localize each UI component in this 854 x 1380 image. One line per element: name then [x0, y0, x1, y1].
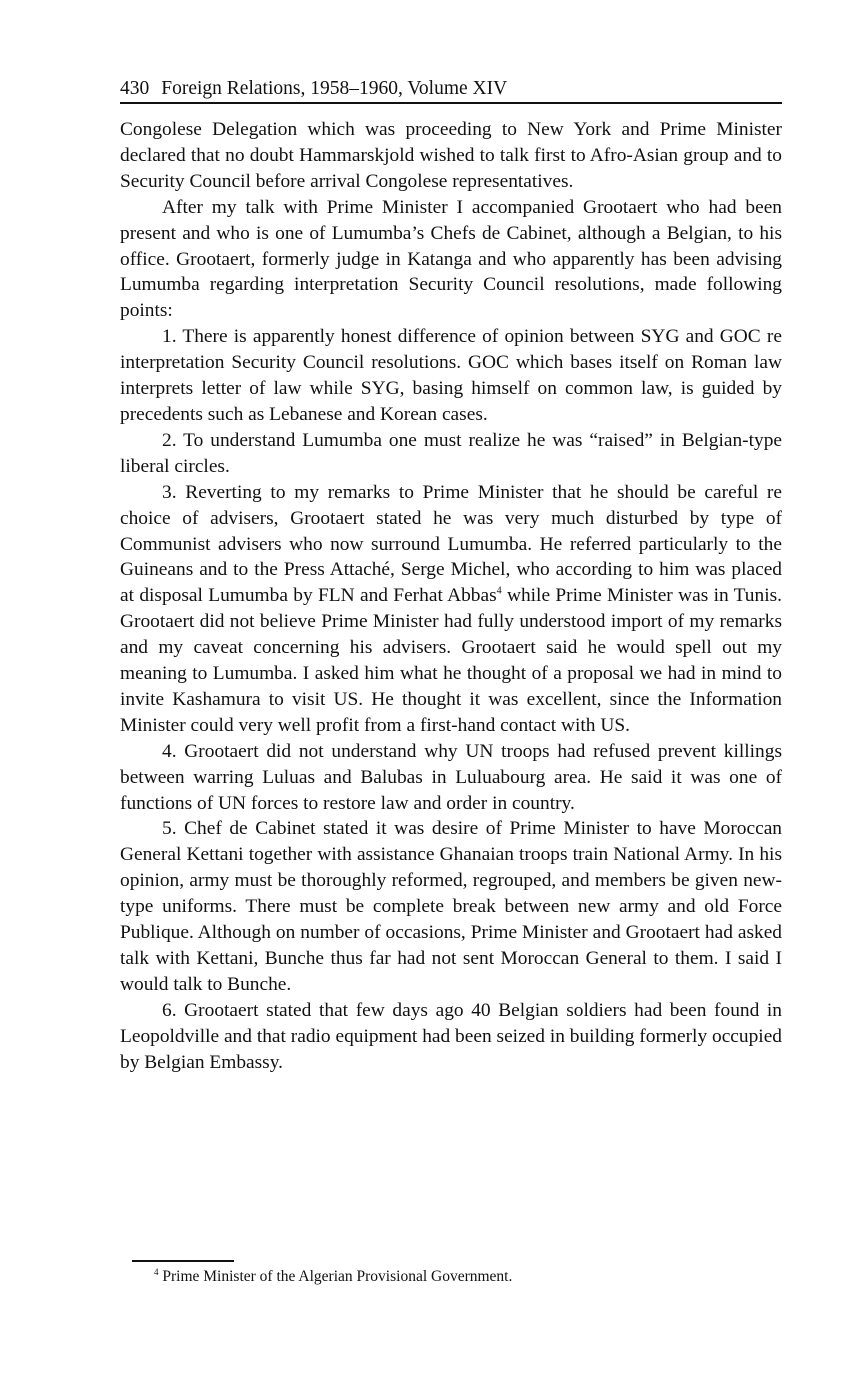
point-3-text-after: while Prime Minister was in Tunis. Grootaert did not believe Prime Minister had fully understood import of my remarks and my caveat concerning his advisers. Grootaert said he would spell out my meaning to Lumumba. I asked him what he thought of a proposal we had in mind to invite Kashamura to visit US. He thought it was excellent, since the Information Minister could very well profit from a first-hand contact with US. — [120, 585, 782, 736]
point-2: 2. To understand Lumumba one must realize he was “raised” in Belgian-type liberal circles. — [120, 429, 782, 477]
point-6: 6. Grootaert stated that few days ago 40 Belgian soldiers had been found in Leopoldville and that radio equipment had been seized in building formerly occupied by Belgian Embassy. — [120, 999, 782, 1073]
running-title: Foreign Relations, 1958–1960, Volume XIV — [161, 78, 508, 99]
footnote-text: Prime Minister of the Algerian Provisional Government. — [162, 1268, 513, 1285]
paragraph-continuation: Congolese Delegation which was proceeding to New York and Prime Minister declared that no doubt Hammarskjold wished to talk first to Afro-Asian group and to Security Council before arrival Congolese representatives. — [120, 119, 782, 192]
point-5: 5. Chef de Cabinet stated it was desire of Prime Minister to have Moroccan General Kettani together with assistance Ghanaian troops train National Army. In his opinion, army must be thoroughly reformed, regrouped, and members be given new-type uniforms. There must be complete break between new army and old Force Publique. Although on number of occasions, Prime Minister and Grootaert had asked talk with Kettani, Bunche thus far had not sent Moroccan General to them. I said I would talk to Bunche. — [120, 818, 782, 995]
footnote — [132, 1266, 782, 1288]
footnote-divider — [132, 1260, 234, 1262]
point-1: 1. There is apparently honest difference of opinion between SYG and GOC re interpretation Security Council resolutions. GOC which bases itself on Roman law interprets letter of law while SYG, basing himself on common law, is guided by precedents such as Lebanese and Korean cases. — [120, 326, 782, 425]
point-4: 4. Grootaert did not understand why UN troops had refused prevent killings between warring Luluas and Balubas in Luluabourg area. He said it was one of functions of UN forces to restore law and order in country. — [120, 740, 782, 814]
body-text — [120, 117, 782, 1076]
footnote-reference[interactable]: 4 — [496, 585, 502, 597]
point-3-text-before: 3. Reverting to my remarks to Prime Minister that he should be careful re choice of advisers, Grootaert stated he was very much disturbed by type of Communist advisers who now surround Lumumba. He referred particularly to the Guineans and to the Press Attaché, Serge Michel, who according to him was placed at disposal Lumumba by FLN and Ferhat Abbas — [120, 481, 782, 607]
paragraph-intro: After my talk with Prime Minister I accompanied Grootaert who had been present and who is one of Lumumba’s Chefs de Cabinet, although a Belgian, to his office. Grootaert, formerly judge in Katanga and who apparently has been advising Lumumba regarding interpretation Security Council resolutions, made following points: — [120, 196, 782, 322]
point-3 — [120, 480, 782, 739]
page-number: 430 — [120, 78, 150, 99]
page — [120, 76, 782, 1076]
running-header — [120, 76, 782, 104]
footnote-marker: 4 — [154, 1266, 159, 1277]
